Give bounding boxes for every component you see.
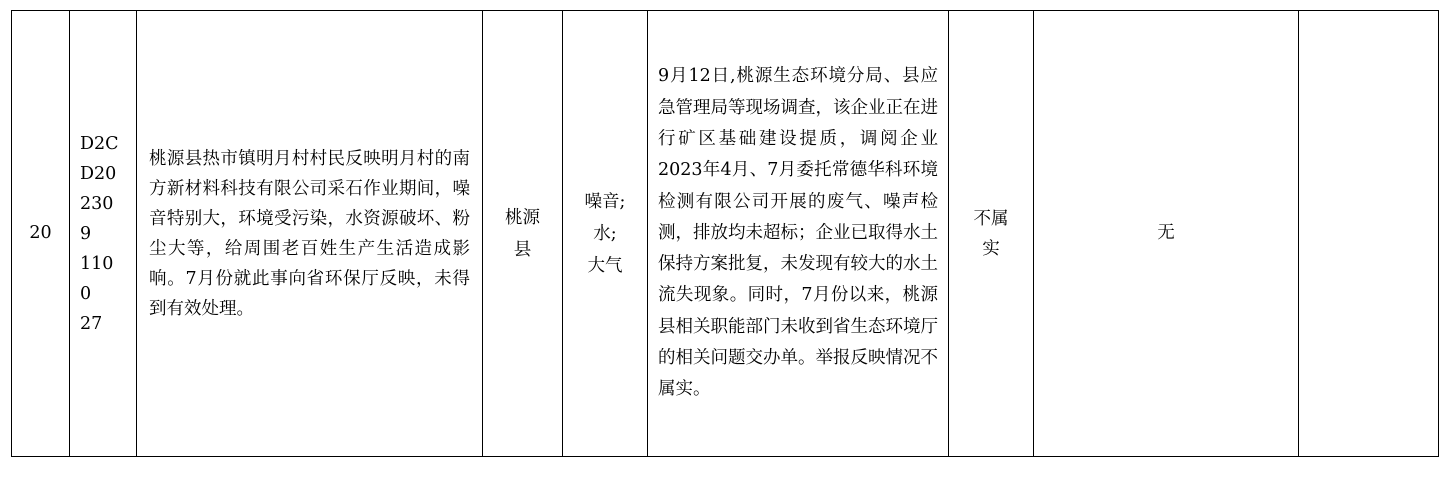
pollution-type-line: 水;: [593, 223, 617, 244]
case-code-line: D2C: [80, 133, 119, 154]
pollution-type-line: 大气: [587, 255, 623, 276]
investigation-result: 9月12日,桃源生态环境分局、县应急管理局等现场调查，该企业正在进行矿区基础建设提质，调阅企业2023年4月、7月委托常德华科环境检测有限公司开展的废气、噪声检测，排放均未超标；企业已取得水土保持方案批复，未发现有较大的水土流失现象。同时，7月份以来，桃源县相关职能部门未收到省生态环境厅的相关问题交办单。举报反映情况不属实。: [658, 66, 938, 400]
case-code: [80, 129, 120, 339]
verdict: 不属实: [973, 208, 1009, 259]
verdict-cell: [949, 11, 1034, 457]
case-code-cell: [70, 11, 137, 457]
complaint-content-cell: [137, 11, 483, 457]
row-number: 20: [29, 223, 52, 243]
table-row: [12, 11, 1439, 457]
pollution-type-line: 噪音;: [584, 191, 626, 212]
action-cell: [1034, 11, 1299, 457]
case-code-line: D20: [80, 163, 117, 184]
pollution-type: [563, 186, 647, 282]
action: 无: [1157, 223, 1175, 243]
pollution-type-cell: [563, 11, 648, 457]
case-code-line: 2309: [80, 193, 114, 244]
complaint-content: 桃源县热市镇明月村村民反映明月村的南方新材料科技有限公司采石作业期间，噪音特别大，环境受污染，水资源破坏、粉尘大等，给周围老百姓生产生活造成影响。7月份就此事向省环保厅反映，未得到有效处理。: [149, 148, 470, 319]
case-code-line: 27: [80, 313, 103, 334]
complaint-table: [11, 10, 1439, 457]
remark-cell: [1299, 11, 1439, 457]
investigation-result-cell: [648, 11, 949, 457]
case-code-line: 1100: [80, 253, 114, 304]
row-number-cell: [12, 11, 70, 457]
region-cell: [483, 11, 563, 457]
region: 桃源县: [505, 207, 540, 260]
